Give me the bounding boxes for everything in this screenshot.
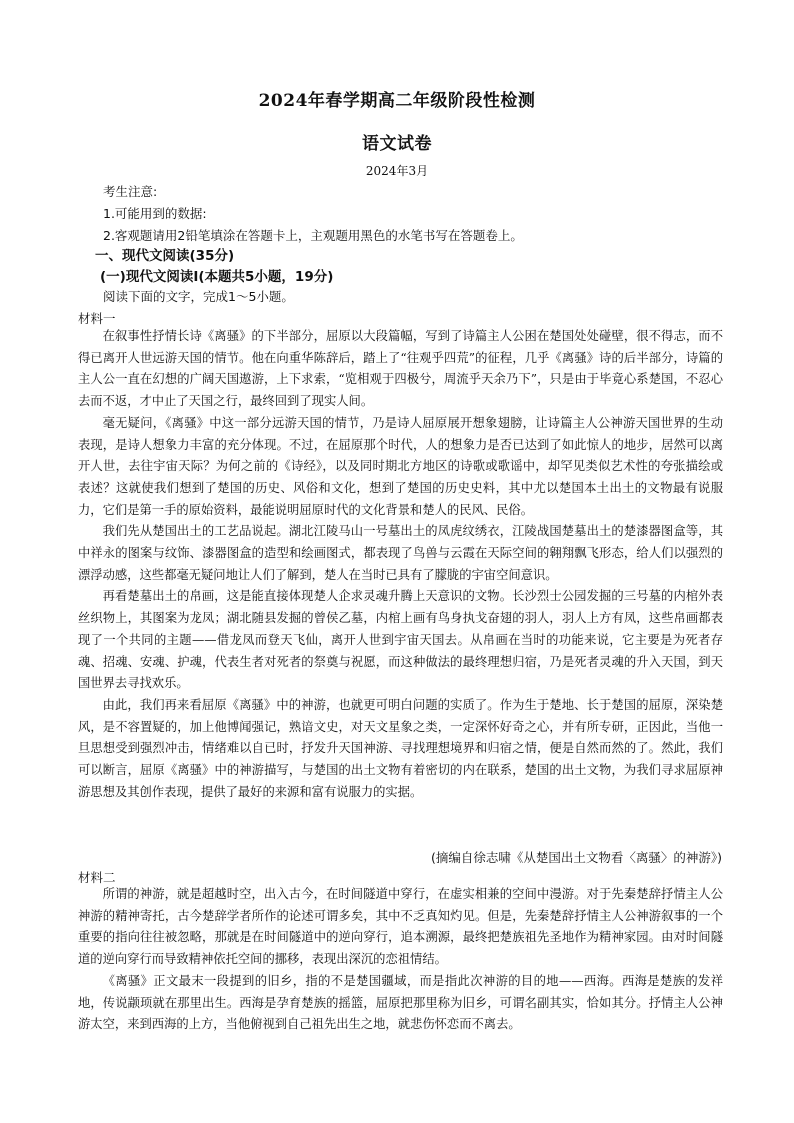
material1-source: (摘编自徐志啸《从楚国出土文物看〈离骚〉的神游》) (430, 850, 722, 865)
material2-body (78, 884, 723, 1036)
material1-body (78, 326, 723, 803)
material1-paragraph: 再看楚墓出土的帛画，这是能直接体现楚人企求灵魂升腾上天意识的文物。长沙烈士公园发掘的三号墓的内棺外表丝织物上，其图案为龙凤；湖北随县发掘的曾侯乙墓，内棺上画有鸟身执戈奋翅的羽人，羽人上方有凤，这些帛画都表现了一个共同的主题——借龙凤而登天飞仙，离开人世到宇宙天国去。从帛画在当时的功能来说，它主要是为死者存魂、招魂、安魂、护魂，代表生者对死者的祭奠与祝愿，而这种做法的最终理想归宿，乃是死者灵魂的升入天国，到天国世界去寻找欢乐。 (78, 589, 723, 691)
reading-instruction: 阅读下面的文字，完成1～5小题。 (103, 289, 294, 304)
exam-subtitle: 语文试卷 (362, 134, 432, 154)
material1-paragraph: 我们先从楚国出土的工艺品说起。湖北江陵马山一号墓出土的凤虎纹绣衣，江陵战国楚墓出土的楚漆器图盒等，其中祥永的图案与纹饰、漆器图盒的造型和绘画图式，都表现了鸟兽与云霞在天际空间的翱翔飘飞形态，给人们以强烈的漂浮动感，这些都毫无疑问地让人们了解到，楚人在当时已具有了朦胧的宇宙空间意识。 (78, 524, 723, 582)
material1-paragraph: 由此，我们再来看屈原《离骚》中的神游，也就更可明白问题的实质了。作为生于楚地、长于楚国的屈原，深染楚风，是不容置疑的，加上他博闻强记，熟谙文史，对天文星象之类，一定深怀好奇之心，并有所专研，正因此，当他一旦思想受到强烈冲击，情绪难以自已时，抒发升天国神游、寻找理想境界和归宿之情，便是自然而然的了。然此，我们可以断言，屈原《离骚》中的神游描写，与楚国的出土文物有着密切的内在联系，楚国的出土文物，为我们寻求屈原神游思想及其创作表现，提供了最好的来源和富有说服力的实据。 (78, 697, 723, 799)
exam-date: 2024年3月 (365, 164, 429, 178)
material2-paragraph: 所谓的神游，就是超越时空，出入古今，在时间隧道中穿行，在虚实相兼的空间中漫游。对于先秦楚辞抒情主人公神游的精神寄托，古今楚辞学者所作的论述可谓多矣，其中不乏真知灼见。但是，先秦楚辞抒情主人公神游叙事的一个重要的指向往往被忽略，那就是在时间隧道中的逆向穿行，追本溯源，最终把楚族祖先圣地作为精神家园。由对时间隧道的逆向穿行而导致精神依托空间的挪移，表现出深沉的恋祖情结。 (78, 887, 723, 967)
material1-paragraph: 在叙事性抒情长诗《离骚》的下半部分，屈原以大段篇幅，写到了诗篇主人公困在楚国处处碰壁，很不得志，而不得已离开人世远游天国的情节。他在向重华陈辞后，踏上了“往观乎四荒”的征程，几乎《离骚》诗的后半部分，诗篇的主人公一直在幻想的广阔天国遨游，上下求索，“览相观于四极兮，周流乎天余乃下”，只是由于毕竟心系楚国，不忍心去而不返，才中止了天国之行，最终回到了现实人间。 (78, 329, 723, 409)
material2-label: 材料二 (78, 870, 116, 885)
material1-label: 材料一 (78, 311, 116, 326)
subsection-heading: (一)现代文阅读Ⅰ(本题共5小题，19分) (100, 269, 334, 285)
material2-paragraph: 《离骚》正文最末一段提到的旧乡，指的不是楚国疆域，而是指此次神游的目的地——西海。西海是楚族的发祥地，传说颛顼就在那里出生。西海是孕育楚族的摇篮，屈原把那里称为旧乡，可谓名副其实，恰如其分。抒情主人公神游太空，来到西海的上方，当他俯视到自己祖先出生之地，就悲伤怀恋而不离去。 (78, 973, 723, 1032)
material1-paragraph: 毫无疑问，《离骚》中这一部分远游天国的情节，乃是诗人屈原展开想象翅膀，让诗篇主人公神游天国世界的生动表现，是诗人想象力丰富的充分体现。不过，在屈原那个时代，人的想象力是否已达到了如此惊人的地步，居然可以离开人世，去往宇宙天际？为何之前的《诗经》，以及同时期北方地区的诗歌或歌谣中，却罕见类似艺术性的夸张描绘或表述？这就使我们想到了楚国的历史、风俗和文化，想到了楚国的历史史料，其中尤以楚国本土出土的文物最有说服力，它们是第一手的原始资料，最能说明屈原时代的文化背景和楚人的民风、民俗。 (78, 415, 723, 517)
notice-item-1: 1.可能用到的数据: (103, 206, 207, 221)
notice-heading: 考生注意: (103, 184, 158, 199)
exam-title: 2024年春学期高二年级阶段性检测 (258, 91, 536, 111)
notice-item-2: 2.客观题请用2铅笔填涂在答题卡上，主观题用黑色的水笔书写在答题卷上。 (103, 228, 523, 243)
section-heading: 一、现代文阅读(35分) (95, 248, 235, 264)
